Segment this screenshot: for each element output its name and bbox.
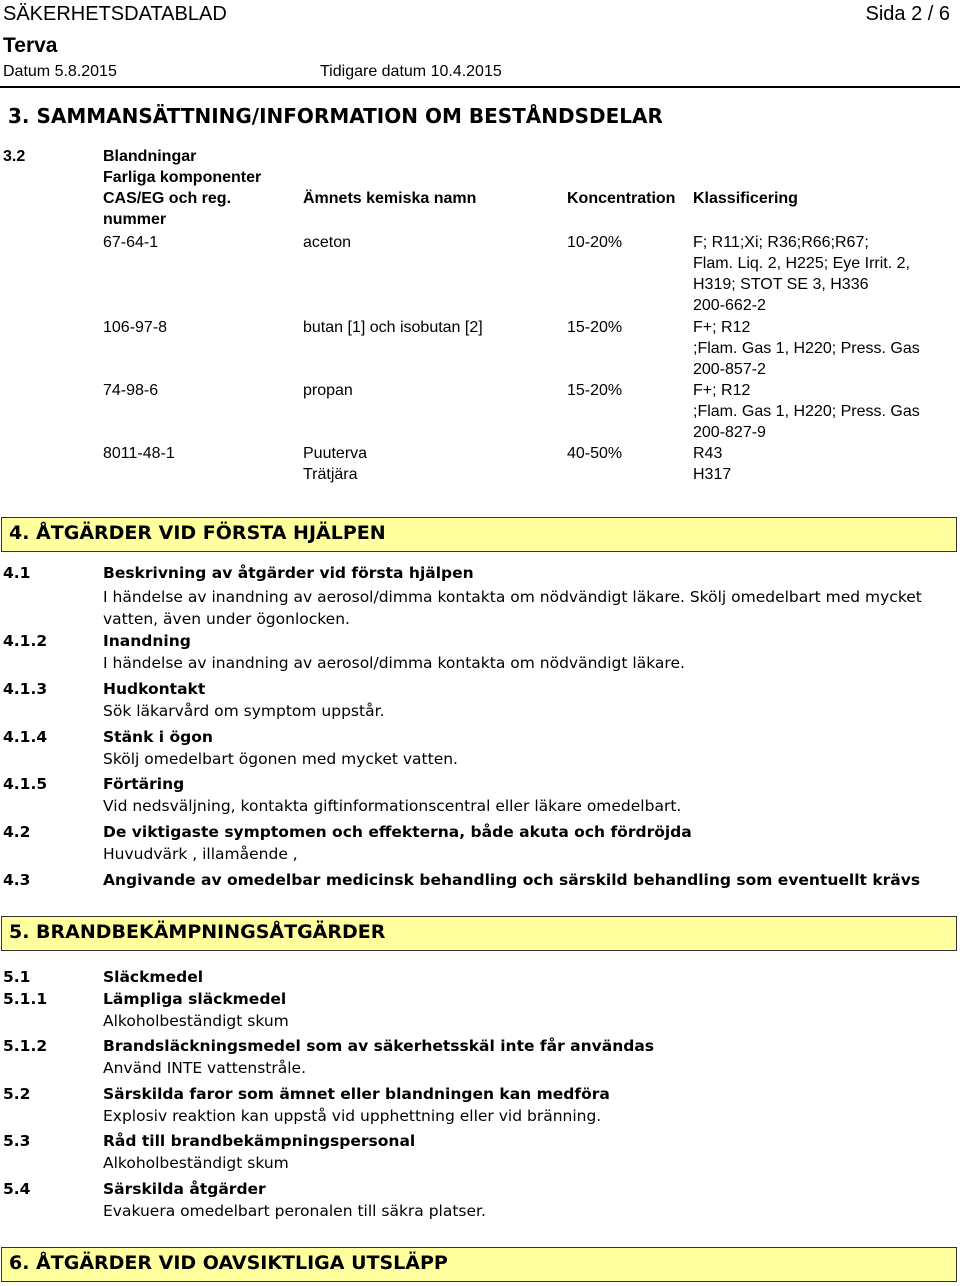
row-name: butan [1] och isobutan [2] [303, 319, 483, 336]
item-text: Använd INTE vattenstråle. [103, 1059, 307, 1077]
previous-date: Tidigare datum 10.4.2015 [320, 63, 502, 80]
item-number: 4.3 [3, 871, 31, 889]
row-classification: F; R11;Xi; R36;R66;R67; Flam. Liq. 2, H225; Eye Irrit. 2, H319; STOT SE 3, H336 200-662-2 [693, 234, 910, 314]
item-number: 4.2 [3, 823, 31, 841]
row-cas: 74-98-6 [103, 382, 159, 399]
product-name: Terva [3, 34, 58, 57]
item-number: 5.1 [3, 968, 31, 986]
item-title: Angivande av omedelbar medicinsk behandling och särskild behandling som eventuellt krävs [103, 871, 921, 889]
item-number: 5.3 [3, 1132, 31, 1150]
section-6-heading [1, 1247, 957, 1282]
item-title: Släckmedel [103, 968, 204, 986]
row-concentration: 15-20% [567, 319, 623, 336]
row-concentration: 15-20% [567, 382, 623, 399]
section-6-title: 6. ÅTGÄRDER VID OAVSIKTLIGA UTSLÄPP [9, 1252, 448, 1274]
document-date: Datum 5.8.2015 [3, 63, 117, 80]
item-text: Evakuera omedelbart peronalen till säkra platser. [103, 1202, 486, 1220]
row-cas: 106-97-8 [103, 319, 168, 336]
section-4-title: 4. ÅTGÄRDER VID FÖRSTA HJÄLPEN [9, 522, 386, 544]
item-text: Alkoholbeständigt skum [103, 1012, 289, 1030]
row-cas: 8011-48-1 [103, 445, 175, 462]
item-number: 4.1.3 [3, 680, 48, 698]
item-text: Skölj omedelbart ögonen med mycket vatten. [103, 750, 458, 768]
item-title: Särskilda åtgärder [103, 1180, 266, 1198]
row-name: propan [303, 382, 353, 399]
row-name: aceton [303, 234, 352, 251]
item-text: Alkoholbeständigt skum [103, 1154, 289, 1172]
item-number: 5.1.1 [3, 990, 48, 1008]
item-text: Huvudvärk , illamående , [103, 845, 298, 863]
item-text: Vid nedsväljning, kontakta giftinformationscentral eller läkare omedelbart. [103, 797, 682, 815]
document-title: SÄKERHETSDATABLAD [3, 3, 227, 25]
item-title: Brandsläckningsmedel som av säkerhetsskäl inte får användas [103, 1037, 655, 1055]
row-classification: R43 H317 [693, 445, 732, 483]
item-number: 4.1.5 [3, 775, 48, 793]
item-text: I händelse av inandning av aerosol/dimma kontakta om nödvändigt läkare. [103, 654, 685, 672]
column-header-cas: CAS/EG och reg. nummer [103, 190, 232, 228]
item-title: Lämpliga släckmedel [103, 990, 287, 1008]
item-title: Inandning [103, 632, 191, 650]
column-header-name: Ämnets kemiska namn [303, 190, 477, 207]
row-concentration: 10-20% [567, 234, 623, 251]
item-number: 5.1.2 [3, 1037, 48, 1055]
row-classification: F+; R12 ;Flam. Gas 1, H220; Press. Gas 200-857-2 [693, 319, 920, 378]
item-title: Stänk i ögon [103, 728, 213, 746]
section-3-title: 3. SAMMANSÄTTNING/INFORMATION OM BESTÅNDSDELAR [8, 104, 663, 128]
hazardous-components-label: Farliga komponenter [103, 169, 262, 186]
item-title: De viktigaste symptomen och effekterna, både akuta och fördröjda [103, 823, 692, 841]
item-title: Förtäring [103, 775, 185, 793]
row-cas: 67-64-1 [103, 234, 159, 251]
row-classification: F+; R12 ;Flam. Gas 1, H220; Press. Gas 200-827-9 [693, 382, 920, 441]
column-header-classification: Klassificering [693, 190, 798, 207]
item-number: 4.1.4 [3, 728, 48, 746]
section-4-heading [1, 517, 957, 552]
row-name: Puuterva Trätjära [303, 445, 368, 483]
item-title: Beskrivning av åtgärder vid första hjälpen [103, 564, 474, 582]
section-5-heading [1, 916, 957, 951]
item-text: I händelse av inandning av aerosol/dimma kontakta om nödvändigt läkare. Skölj omedelbart med mycket vatten, även under ögonlocken. [103, 588, 922, 628]
column-header-concentration: Koncentration [567, 190, 676, 207]
section-3-2-number: 3.2 [3, 148, 26, 165]
section-5-title: 5. BRANDBEKÄMPNINGSÅTGÄRDER [9, 921, 386, 943]
item-title: Hudkontakt [103, 680, 206, 698]
item-title: Råd till brandbekämpningspersonal [103, 1132, 416, 1150]
item-number: 4.1.2 [3, 632, 48, 650]
item-number: 5.2 [3, 1085, 31, 1103]
item-text: Explosiv reaktion kan uppstå vid upphettning eller vid bränning. [103, 1107, 602, 1125]
row-concentration: 40-50% [567, 445, 623, 462]
item-number: 4.1 [3, 564, 31, 582]
page-number: Sida 2 / 6 [865, 3, 950, 25]
section-3-2-title: Blandningar [103, 148, 197, 165]
item-text: Sök läkarvård om symptom uppstår. [103, 702, 385, 720]
header-rule [0, 86, 960, 88]
item-number: 5.4 [3, 1180, 31, 1198]
item-title: Särskilda faror som ämnet eller blandningen kan medföra [103, 1085, 610, 1103]
